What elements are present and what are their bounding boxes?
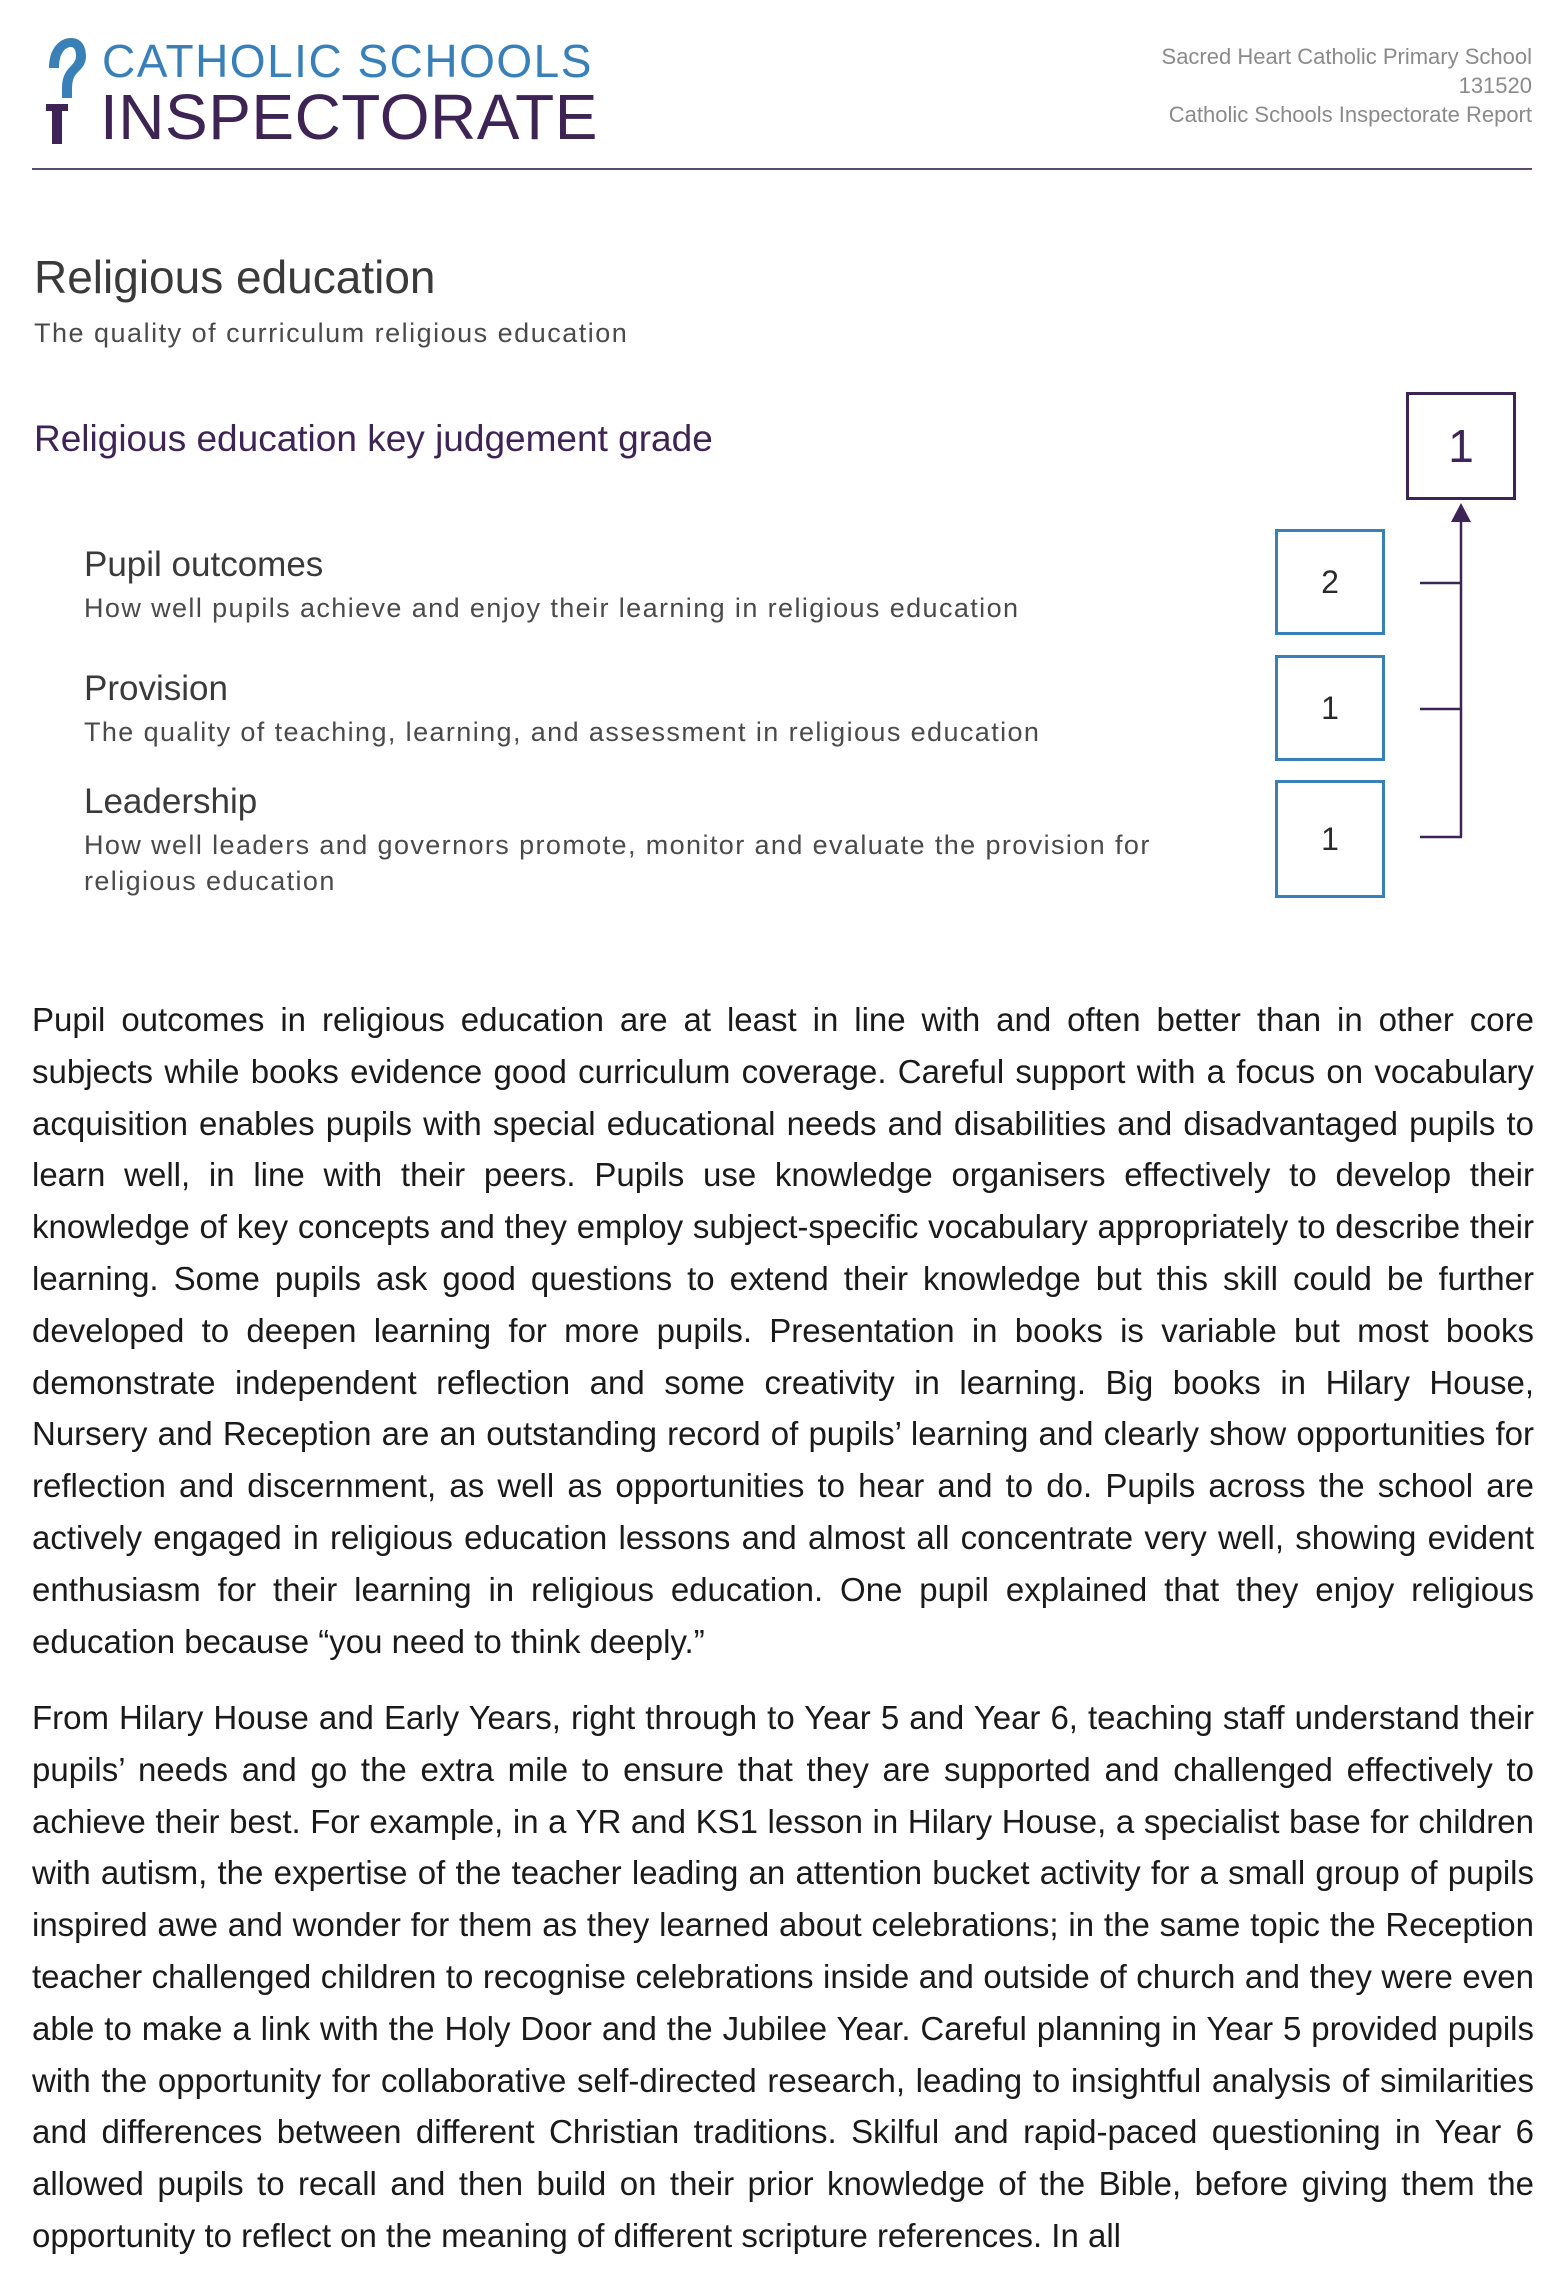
criterion-provision-title: Provision <box>84 669 228 708</box>
logo-mark-icon <box>44 34 90 144</box>
criterion-pupil-outcomes-grade: 2 <box>1275 529 1385 635</box>
body-paragraph-provision: From Hilary House and Early Years, right through to Year 5 and Year 6, teaching staff understand their pupils’ needs and go the extra mile to ensure that they are supported and challenged effectively to achieve their best. For example, in a YR and KS1 lesson in Hilary House, a specialist base for children with autism, the expertise of the teacher leading an attention bucket activity for a small group of pupils inspired awe and wonder for them as they learned about celebrations; in the same topic the Reception teacher challenged children to recognise celebrations inside and outside of church and they were even able to make a link with the Holy Door and the Jubilee Year. Careful planning in Year 5 provided pupils with the opportunity for collaborative self-directed research, leading to insightful analysis of similarities and differences between different Christian traditions. Skilful and rapid-paced questioning in Year 6 allowed pupils to recall and then build on their prior knowledge of the Bible, before giving them the opportunity to reflect on the meaning of different scripture references. In all <box>32 1699 1534 2254</box>
header-divider <box>32 168 1532 170</box>
criterion-provision-grade: 1 <box>1275 655 1385 761</box>
header-meta <box>1162 42 1532 129</box>
criterion-leadership-grade: 1 <box>1275 780 1385 898</box>
school-number: 131520 <box>1458 73 1532 98</box>
section-title: Religious education <box>34 251 436 303</box>
criterion-provision-description: The quality of teaching, learning, and assessment in religious education <box>84 717 1041 747</box>
criterion-pupil-outcomes-description: How well pupils achieve and enjoy their learning in religious education <box>84 593 1020 623</box>
criterion-leadership-title: Leadership <box>84 782 258 821</box>
report-type: Catholic Schools Inspectorate Report <box>1168 102 1532 127</box>
school-name: Sacred Heart Catholic Primary School <box>1161 44 1532 69</box>
key-judgement-label: Religious education key judgement grade <box>34 418 713 459</box>
section-subtitle: The quality of curriculum religious education <box>34 318 629 348</box>
body-paragraph-pupil-outcomes: Pupil outcomes in religious education are at least in line with and often better than in other core subjects while books evidence good curriculum coverage. Careful support with a focus on vocabulary acquisition enables pupils with special educational needs and disabilities and disadvantaged pupils to learn well, in line with their peers. Pupils use knowledge organisers effectively to develop their knowledge of key concepts and they employ subject-specific vocabulary appropriately to describe their learning. Some pupils ask good questions to extend their knowledge but this skill could be further developed to deepen learning for more pupils. Presentation in books is variable but most books demonstrate independent reflection and some creativity in learning. Big books in Hilary House, Nursery and Reception are an outstanding record of pupils’ learning and clearly show opportunities for reflection and discernment, as well as opportunities to hear and to do. Pupils across the school are actively engaged in religious education lessons and almost all concentrate very well, showing evident enthusiasm for their learning in religious education. One pupil explained that they enjoy religious education because “you need to think deeply.” <box>32 1001 1534 1660</box>
logo-text-catholic-schools: CATHOLIC SCHOOLS <box>102 35 593 87</box>
logo-text-inspectorate: INSPECTORATE <box>100 81 598 153</box>
criterion-leadership-description: How well leaders and governors promote, monitor and evaluate the provision for religious education <box>84 830 1151 896</box>
csi-logo <box>44 34 604 153</box>
criterion-pupil-outcomes-title: Pupil outcomes <box>84 545 324 584</box>
key-judgement-grade: 1 <box>1406 392 1516 500</box>
